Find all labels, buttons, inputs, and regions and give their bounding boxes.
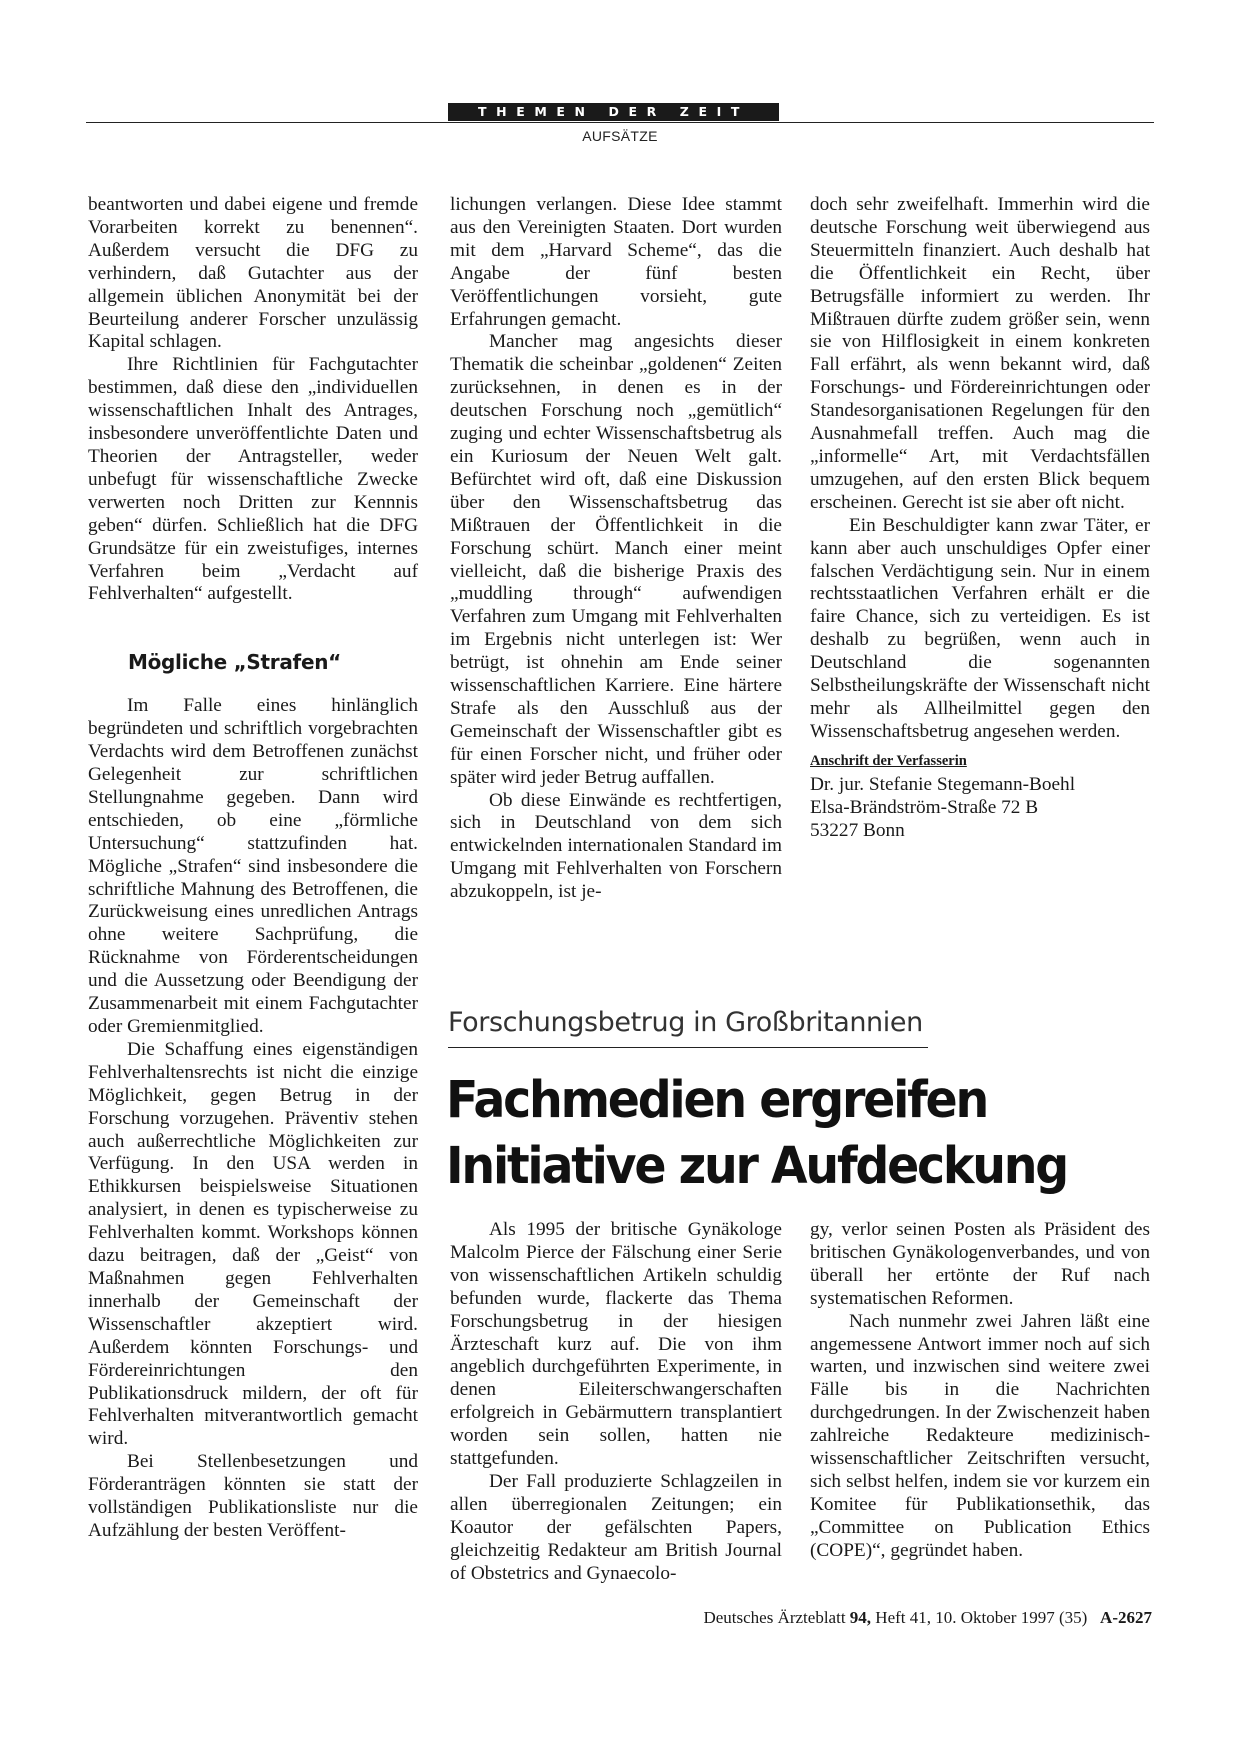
address-line: 53227 Bonn	[810, 819, 905, 841]
volume-number: 94,	[849, 1608, 872, 1627]
page-footer	[703, 1608, 1152, 1628]
paragraph: Die Schaffung eines eigenständigen Fehlverhaltensrechts ist nicht die einzige Möglichkeit, gegen Betrug in der Forschung vorzugehen. Präventiv stehen auch außerrechtliche Möglichkeiten zur Verfügung. In den USA werden in Ethikkursen beispielsweise Situationen analysiert, in denen es typischerweise zu Fehlverhalten kommt. Workshops können dazu beitragen, daß der „Geist“ von Maßnahmen gegen Fehlverhalten innerhalb der Gemeinschaft der Wissenschaftler akzeptiert wird. Außerdem könnten Forschungs- und Fördereinrichtungen den Publikationsdruck mildern, der oft für Fehlverhalten mitverantwortlich gemacht wird.	[88, 1038, 418, 1450]
subheading: Mögliche „Strafen“	[128, 650, 342, 675]
paragraph: gy, verlor seinen Posten als Präsident des britischen Gynäkologenverbandes, und von überall her ertönte der Ruf nach systematischen Reformen.	[810, 1219, 1150, 1309]
journal-name: Deutsches Ärzteblatt	[703, 1608, 846, 1627]
paragraph: Der Fall produzierte Schlagzeilen in allen überregionalen Zeitungen; ein Koautor der gefälschten Papers, gleichzeitig Redakteur am British Journal of Obstetrics and Gynaecolo-	[450, 1470, 782, 1584]
paragraph: Ein Beschuldigter kann zwar Täter, er kann aber auch unschuldiges Opfer einer falschen Verdächtigung sein. Nur in einem rechtsstaatlichen Verfahren erhält er die faire Chance, sich zu verteidigen. Es ist deshalb zu begrüßen, wenn auch in Deutschland die sogenannten Selbstheilungskräfte der Wissenschaft nicht mehr als Allheilmittel gegen den Wissenschaftsbetrug angesehen werden.	[810, 514, 1150, 742]
article2-headline	[446, 1068, 1097, 1200]
paragraph: Als 1995 der britische Gynäkologe Malcolm Pierce der Fälschung einer Serie von wissenschaftlichen Artikeln schuldig befunden wurde, flackerte das Thema Forschungsbetrug in der hiesigen Ärzteschaft kurz auf. Die von ihm angeblich durchgeführten Experimente, in denen Eileiterschwangerschaften erfolgreich in Gebärmuttern transplantiert worden sein sollen, hatten nie stattgefunden.	[450, 1219, 782, 1470]
section-banner: THEMEN DER ZEIT	[448, 103, 779, 121]
paragraph: beantworten und dabei eigene und fremde Vorarbeiten korrekt zu benennen“. Außerdem versucht die DFG zu verhindern, daß Gutachter aus der allgemein üblichen Anonymität bei der Beurteilung anderer Forscher unzulässig Kapital schlagen.	[88, 194, 418, 353]
article1-column-1	[88, 194, 418, 1543]
article2-kicker: Forschungsbetrug in Großbritannien	[448, 1007, 923, 1038]
headline-line: Fachmedien ergreifen	[446, 1071, 988, 1130]
paragraph: Im Falle eines hinlänglich begründeten und schriftlich vorgebrachten Verdachts wird dem Betroffenen zunächst Gelegenheit zur schriftlichen Stellungnahme gegeben. Dann wird entschieden, ob eine „förmliche Untersuchung“ stattzufinden hat. Mögliche „Strafen“ sind insbesondere die schriftliche Mahnung des Betroffenen, die Zurückweisung eines unredlichen Antrags ohne weitere Sachprüfung, die Rücknahme von Förderentscheidungen und die Aussetzung oder Beendigung der Zusammenarbeit mit einem Fachgutachter oder Gremienmitglied.	[88, 695, 418, 1037]
article1-column-2	[450, 194, 782, 904]
subsection-label: AUFSÄTZE	[582, 128, 658, 144]
article2-column-1	[450, 1219, 782, 1586]
page-number: A-2627	[1100, 1608, 1152, 1627]
paragraph: Mancher mag angesichts dieser Thematik die scheinbar „goldenen“ Zeiten zurücksehnen, in denen es in der deutschen Forschung noch „gemütlich“ zuging und echter Wissenschaftsbetrug als ein Kuriosum der Neuen Welt galt. Befürchtet wird oft, daß eine Diskussion über den Wissenschaftsbetrug das Mißtrauen der Öffentlichkeit in die Forschung schürt. Manch einer meint vielleicht, daß die bisherige Praxis des „muddling through“ aufwendigen Verfahren zum Umgang mit Fehlverhalten im Ergebnis nicht unterlegen ist: Wer betrügt, ist ohnehin am Ende seiner wissenschaftlichen Karriere. Eine härtere Strafe als den Ausschluß aus der Gemeinschaft der Wissenschaftler gibt es für einen Forscher nicht, und früher oder später wird jeder Betrug auffallen.	[450, 331, 782, 788]
paragraph: Bei Stellenbesetzungen und Förderanträgen könnten sie statt der vollständigen Publikationsliste nur die Aufzählung der besten Veröffent-	[88, 1451, 418, 1541]
address-label: Anschrift der Verfasserin	[810, 752, 967, 769]
address-line: Dr. jur. Stefanie Stegemann-Boehl	[810, 773, 1076, 795]
paragraph: doch sehr zweifelhaft. Immerhin wird die deutsche Forschung weit überwiegend aus Steuermitteln finanziert. Auch deshalb hat die Öffentlichkeit ein Recht, über Betrugsfälle informiert zu werden. Ihr Mißtrauen dürfte zudem größer sein, wenn sie von Hilflosigkeit in einem konkreten Fall erfährt, als wenn bekannt wird, daß Forschungs- und Fördereinrichtungen oder Standesorganisationen Regelungen für den Ausnahmefall treffen. Auch mag die „informelle“ Art, mit Verdachtsfällen umzugehen, auf den ersten Blick bequem erscheinen. Gerecht ist sie aber oft nicht.	[810, 194, 1150, 513]
headline-line: Initiative zur Aufdeckung	[446, 1137, 1067, 1196]
header-rule	[86, 122, 1154, 123]
paragraph: Nach nunmehr zwei Jahren läßt eine angemessene Antwort immer noch auf sich warten, und inzwischen sind weitere zwei Fälle bis in die Nachrichten durchgedrungen. In der Zwischenzeit haben zahlreiche Redakteure medizinisch-wissenschaftlicher Zeitschriften versucht, sich selbst helfen, indem sie vor kurzem ein Komitee für Publikationsethik, das „Committee on Publication Ethics (COPE)“, gegründet haben.	[810, 1310, 1150, 1561]
address-line: Elsa-Brändström-Straße 72 B	[810, 796, 1039, 818]
article1-column-3	[810, 194, 1150, 842]
paragraph: Ob diese Einwände es rechtfertigen, sich in Deutschland von dem sich entwickelnden internationalen Standard im Umgang mit Fehlverhalten von Forschern abzukoppeln, ist je-	[450, 789, 782, 903]
paragraph: lichungen verlangen. Diese Idee stammt aus den Vereinigten Staaten. Dort wurden mit dem „Harvard Scheme“, das die Angabe der fünf besten Veröffentlichungen vorsieht, gute Erfahrungen gemacht.	[450, 194, 782, 330]
kicker-rule	[448, 1047, 928, 1048]
article2-column-2	[810, 1219, 1150, 1563]
paragraph: Ihre Richtlinien für Fachgutachter bestimmen, daß diese den „individuellen wissenschaftlichen Inhalt des Antrages, insbesondere unveröffentlichte Daten und Theorien der Antragsteller, weder unbefugt für wissenschaftliche Zwecke verwerten noch Dritten zur Kennnis geben“ dürfen. Schließlich hat die DFG Grundsätze für ein zweistufiges, internes Verfahren beim „Verdacht auf Fehlverhalten“ aufgestellt.	[88, 354, 418, 605]
issue-date: Heft 41, 10. Oktober 1997 (35)	[875, 1608, 1088, 1627]
